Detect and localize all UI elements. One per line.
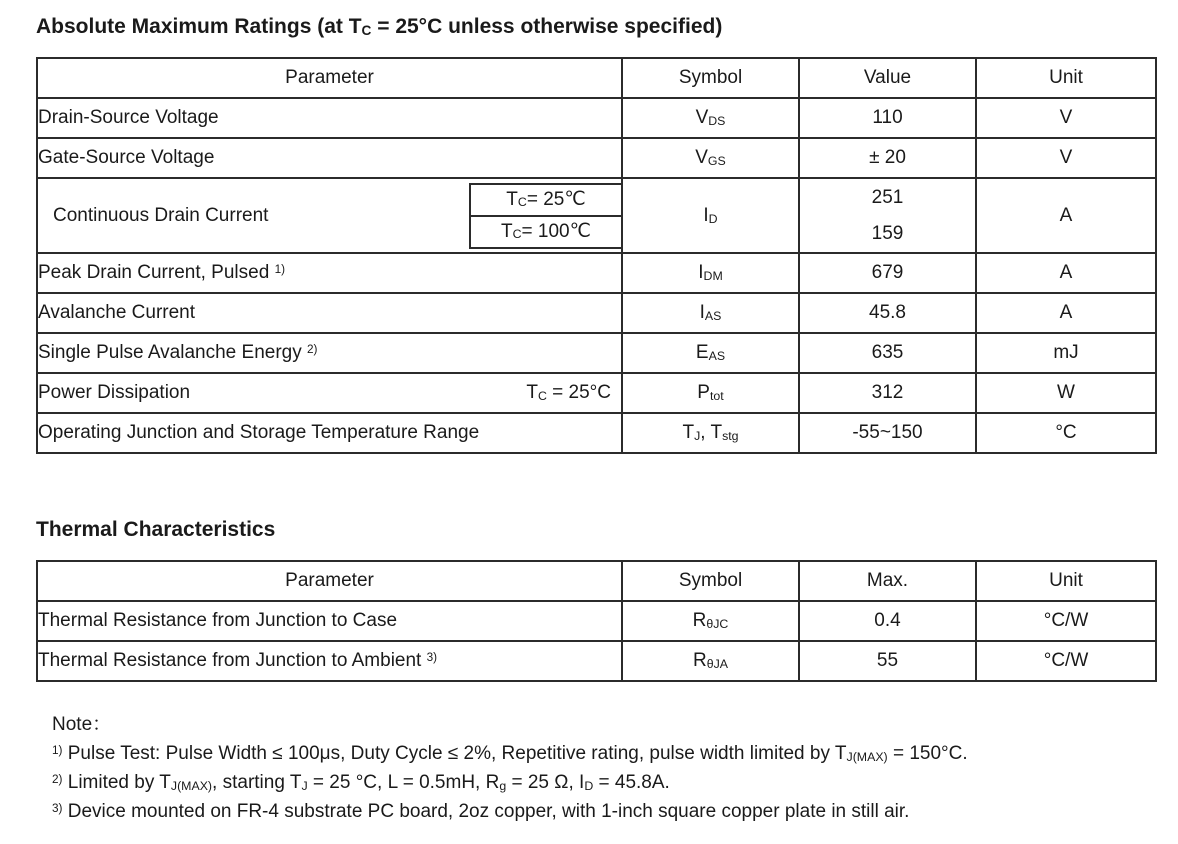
value-cell: 0.4 <box>799 601 976 641</box>
symbol-cell: $T_J$, $T_{stg}$ <box>622 413 799 453</box>
symbol-cell: $I_{DM}$ <box>622 253 799 293</box>
symbol-cell: $I_{AS}$ <box>622 293 799 333</box>
value-cell: 55 <box>799 641 976 681</box>
unit-cell: mJ <box>976 333 1156 373</box>
value-cell: 312 <box>799 373 976 413</box>
col-header-unit: Unit <box>976 58 1156 98</box>
col-header-symbol: Symbol <box>622 561 799 601</box>
value-cell: ± 20 <box>799 138 976 178</box>
section-title-thermal-characteristics: Thermal Characteristics <box>36 518 276 541</box>
table-row-rth-junction-ambient <box>37 641 1156 681</box>
table-row-avalanche-current <box>37 293 1156 333</box>
parameter-cell: Avalanche Current <box>37 293 622 333</box>
value-cell: -55~150 <box>799 413 976 453</box>
value-at-100c: 159 <box>871 222 904 244</box>
table-row-single-pulse-avalanche-energy <box>37 333 1156 373</box>
table-row-peak-drain-current <box>37 253 1156 293</box>
parameter-split-layout <box>38 179 621 252</box>
condition-label: $T_C = 25^\circ C$ <box>526 382 611 404</box>
unit-cell: °C <box>976 413 1156 453</box>
col-header-symbol: Symbol <box>622 58 799 98</box>
condition-subtable <box>469 183 621 249</box>
table-row-continuous-drain-current <box>37 178 1156 253</box>
notes-section <box>52 710 1178 826</box>
parameter-cell-split <box>37 178 622 253</box>
table-row-gate-source-voltage <box>37 138 1156 178</box>
col-header-parameter: Parameter <box>37 58 622 98</box>
parameter-cell: Drain-Source Voltage <box>37 98 622 138</box>
parameter-cell: Single Pulse Avalanche Energy $^{2)}$ <box>37 333 622 373</box>
unit-cell: V <box>976 98 1156 138</box>
unit-cell: A <box>976 253 1156 293</box>
parameter-cell: Thermal Resistance from Junction to Case <box>37 601 622 641</box>
unit-cell: °C/W <box>976 601 1156 641</box>
parameter-condition-layout <box>38 382 621 404</box>
parameter-cell: Peak Drain Current, Pulsed $^{1)}$ <box>37 253 622 293</box>
note-item-3: $^{3)}$ Device mounted on FR-4 substrate PC board, 2oz copper, with 1-inch square copper plate in still air. <box>52 801 910 822</box>
unit-cell: A <box>976 178 1156 253</box>
parameter-cell-with-condition <box>37 373 622 413</box>
parameter-cell: Operating Junction and Storage Temperature Range <box>37 413 622 453</box>
parameter-cell: Thermal Resistance from Junction to Ambient $^{3)}$ <box>37 641 622 681</box>
thermal-characteristics-table <box>36 560 1157 682</box>
unit-cell: V <box>976 138 1156 178</box>
unit-cell: °C/W <box>976 641 1156 681</box>
parameter-label: Power Dissipation <box>38 382 191 403</box>
symbol-cell: $I_D$ <box>622 178 799 253</box>
table-header-row <box>37 58 1156 98</box>
absolute-maximum-ratings-table <box>36 57 1157 454</box>
table-row-power-dissipation <box>37 373 1156 413</box>
parameter-label: Continuous Drain Current <box>53 204 269 226</box>
col-header-max: Max. <box>799 561 976 601</box>
unit-cell: W <box>976 373 1156 413</box>
condition-tc-25: T $_C$ = 25℃ <box>471 185 621 217</box>
value-at-25c: 251 <box>871 186 904 208</box>
value-cell-stacked <box>799 178 976 253</box>
symbol-cell: $V_{DS}$ <box>622 98 799 138</box>
unit-cell: A <box>976 293 1156 333</box>
symbol-cell: $P_{tot}$ <box>622 373 799 413</box>
condition-tc-100: T $_C$ = 100℃ <box>501 220 591 242</box>
table-header-row <box>37 561 1156 601</box>
note-item-1: $^{1)}$ Pulse Test: Pulse Width ≤ 100μs, Duty Cycle ≤ 2%, Repetitive rating, pulse width limited by $T_{J(MAX)} = 150^\circ C$. <box>52 743 968 765</box>
symbol-cell: $E_{AS}$ <box>622 333 799 373</box>
symbol-cell: $R_{\theta JA}$ <box>622 641 799 681</box>
value-cell: 110 <box>799 98 976 138</box>
table-row-rth-junction-case <box>37 601 1156 641</box>
col-header-parameter: Parameter <box>37 561 622 601</box>
symbol-cell: $V_{GS}$ <box>622 138 799 178</box>
notes-label: Note： <box>52 714 112 735</box>
value-cell: 45.8 <box>799 293 976 333</box>
table-row-drain-source-voltage <box>37 98 1156 138</box>
symbol-cell: $R_{\theta JC}$ <box>622 601 799 641</box>
section-title-absolute-maximum-ratings: Absolute Maximum Ratings (at $T_C = 25^\circ C$ unless otherwise specified) <box>36 15 723 39</box>
table-row-operating-junction-temp <box>37 413 1156 453</box>
parameter-cell: Gate-Source Voltage <box>37 138 622 178</box>
value-cell: 635 <box>799 333 976 373</box>
value-cell: 679 <box>799 253 976 293</box>
note-item-2: $^{2)}$ Limited by $T_{J(MAX)}$, starting $T_J = 25$ °C, L = 0.5mH, $R_g = 25$ Ω, $I_D = 45.8A$. <box>52 772 670 794</box>
col-header-value: Value <box>799 58 976 98</box>
col-header-unit: Unit <box>976 561 1156 601</box>
